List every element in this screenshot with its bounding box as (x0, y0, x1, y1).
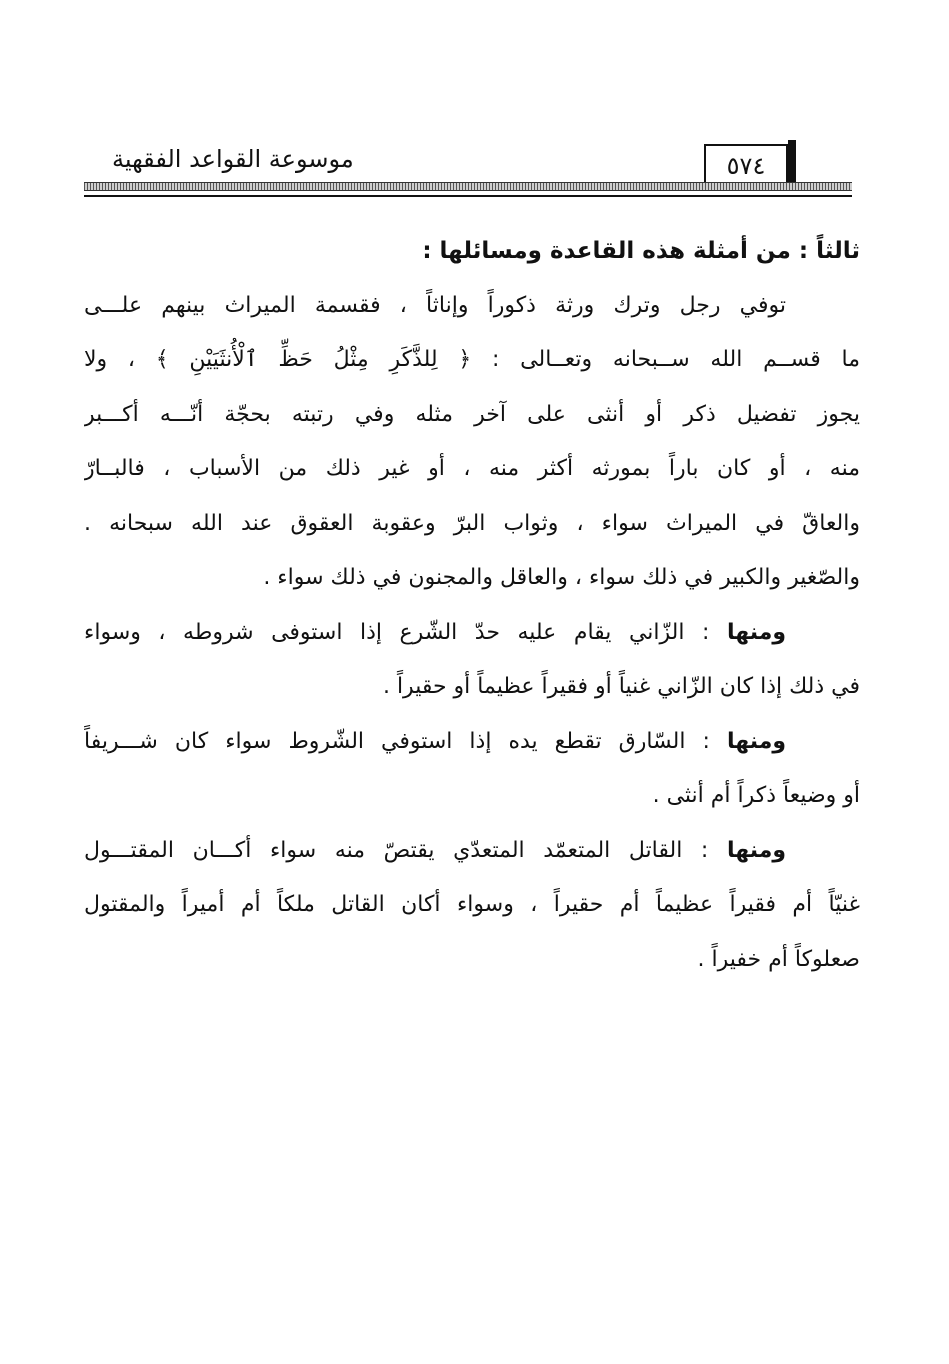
paragraph-1-line-3: يجوز تفضيل ذكر أو أنثى على آخر مثله وفي رتبته بحجّة أنّـــه أكـــبر (84, 401, 860, 427)
paragraph-1-line-4: منه ، أو كان باراً بمورثه أكثر منه ، أو غير ذلك من الأسباب ، فالبــارّ (84, 456, 860, 481)
paragraph-3-line-2: أو وضيعاً ذكراً أم أنثى . (652, 783, 860, 808)
paragraph-3-line-1 (84, 715, 860, 770)
header-rule-hatched (84, 182, 852, 191)
paragraph-2-line-2: في ذلك إذا كان الزّاني غنياً أو فقيراً عظيماً أو حقيراً . (382, 674, 860, 699)
page-number: ٥٧٤ (704, 144, 788, 184)
paragraph-2-line-1 (84, 606, 860, 661)
paragraph-4-line-3: صعلوكاً أم خفيراً . (697, 946, 860, 972)
page-number-bar (788, 140, 796, 188)
paragraph-3-keyword: ومنها (726, 728, 786, 754)
page-header (84, 140, 852, 202)
section-heading: ثالثاً : من أمثلة هذه القاعدة ومسائلها : (422, 238, 860, 264)
paragraph-1-line-5: والعاقّ في الميراث سواء ، وثواب البرّ وعقوبة العقوق عند الله سبحانه . (84, 510, 860, 536)
paragraph-1-line-1: توفي رجل وترك ورثة ذكوراً وإناثاً ، فقسمة الميراث بينهم علـــى (84, 292, 786, 318)
paragraph-4-line-1-text: : القاتل المتعمّد المتعدّي يقتصّ منه سواء أكـــان المقتـــول (84, 837, 727, 863)
paragraph-4-line-1 (84, 824, 860, 879)
paragraph-3-line-1-text: : السّارق تقطع يده إذا استوفي الشّروط سواء كان شـــريفاً (84, 728, 727, 754)
paragraph-1-line-2: ما قســم الله ســبحانه وتعــالى : ﴿ لِلذَّكَرِ مِثْلُ حَظِّ ٱلْأُنثَيَيْنِ ﴾ ، ولا (84, 347, 860, 372)
book-title: موسوعة القواعد الفقهية (112, 145, 354, 173)
header-rule-line (84, 195, 852, 197)
paragraph-1-line-6: والصّغير والكبير في ذلك سواء ، والعاقل والمجنون في ذلك سواء . (263, 565, 860, 590)
page-body (84, 224, 860, 987)
paragraph-4-line-2: غنيّاً أم فقيراً عظيماً أم حقيراً ، وسواء أكان القاتل ملكاً أم أميراً والمقتول (84, 892, 860, 917)
paragraph-4-keyword: ومنها (726, 837, 786, 863)
paragraph-2-keyword: ومنها (726, 619, 786, 645)
paragraph-2-line-1-text: : الزّاني يقام عليه حدّ الشّرع إذا استوفى شروطه ، وسواء (84, 619, 727, 645)
